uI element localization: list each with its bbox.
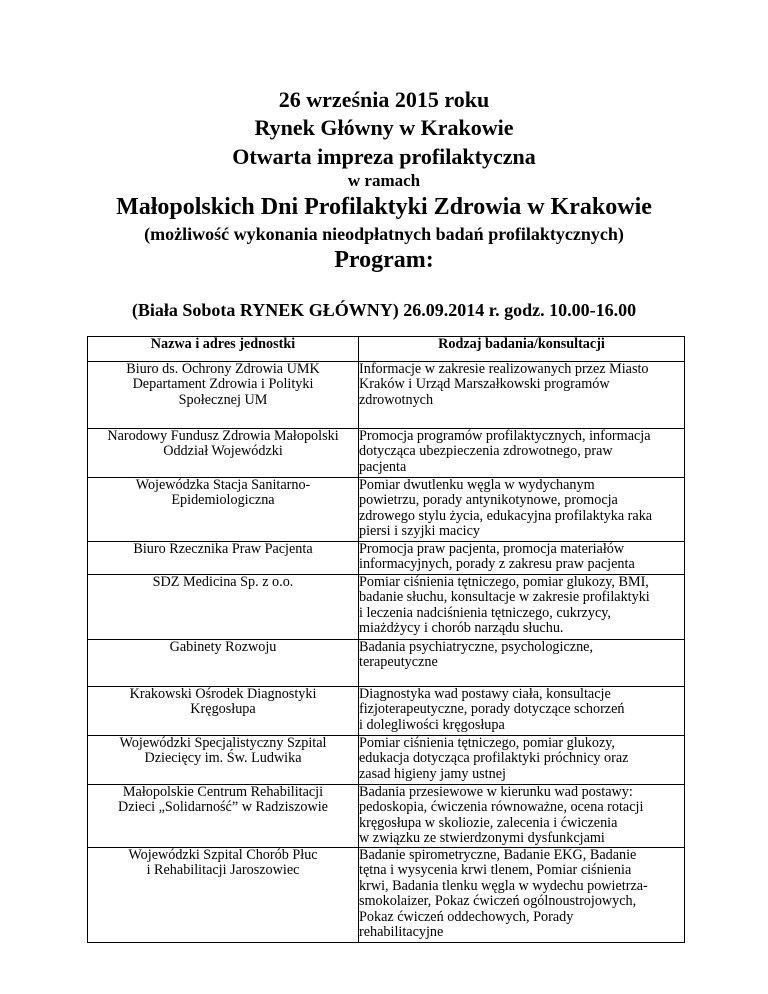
service-description-line: dotycząca ubezpieczenia zdrowotnego, praw — [359, 443, 613, 460]
service-description-line: Promocja programów profilaktycznych, informacja — [359, 428, 651, 444]
service-description-cell — [359, 429, 685, 478]
unit-name-line: Kręgosłupa — [190, 701, 256, 718]
service-description-line: Pomiar ciśnienia tętniczego, pomiar glukozy, — [359, 735, 615, 751]
w-ramach-label: w ramach — [347, 171, 421, 190]
unit-name-line: Małopolskie Centrum Rehabilitacji — [122, 784, 324, 800]
table-header-row — [88, 337, 685, 362]
service-description-line: informacyjnych, porady z zakresu praw pacjenta — [359, 556, 635, 573]
service-description-line: piersi i szyjki macicy — [359, 523, 480, 540]
service-description-line: Pokaz ćwiczeń oddechowych, Porady — [359, 908, 574, 925]
service-description-cell — [359, 362, 685, 429]
unit-name-line: Społecznej UM — [178, 391, 268, 408]
table-row — [88, 848, 685, 943]
unit-name-line: Narodowy Fundusz Zdrowia Małopolski — [107, 428, 339, 444]
unit-name-line: Wojewódzki Szpital Chorób Płuc — [128, 847, 318, 863]
service-description-line: Informacje w zakresie realizowanych przez Miasto — [359, 361, 649, 377]
table-row — [88, 429, 685, 478]
service-description-cell — [359, 785, 685, 848]
service-description-line: zdrowotnych — [359, 391, 434, 408]
unit-name-line: Wojewódzka Stacja Sanitarno- — [135, 477, 311, 493]
table-row — [88, 687, 685, 736]
unit-name-line: Krakowski Ośrodek Diagnostyki — [129, 686, 317, 702]
unit-name-cell — [88, 478, 359, 542]
event-place: Rynek Główny w Krakowie — [254, 115, 514, 140]
service-description-line: Kraków i Urząd Marszałkowski programów — [359, 376, 610, 393]
service-description-line: Pomiar ciśnienia tętniczego, pomiar glukozy, BMI, — [359, 574, 649, 590]
event-date: 26 września 2015 roku — [278, 87, 490, 112]
service-description-line: smokolaizer, Pokaz ćwiczeń ogólnoustrojowych, — [359, 893, 637, 910]
service-description-line: krwi, Badania tlenku węgla w wydechu powietrza- — [359, 877, 648, 894]
service-description-line: badanie słuchu, konsultacje w zakresie profilaktyki — [359, 589, 650, 606]
table-row — [88, 362, 685, 429]
table-row — [88, 785, 685, 848]
table-row — [88, 575, 685, 640]
service-description-line: fizjoterapeutyczne, porady dotyczące schorzeń — [359, 701, 625, 718]
program-table — [87, 336, 685, 943]
service-description-line: pacjenta — [359, 458, 407, 475]
service-description-line: pedoskopia, ćwiczenia równoważne, ocena rotacji — [359, 799, 644, 816]
service-description-line: i dolegliwości kręgosłupa — [359, 716, 505, 733]
service-description-line: i leczenia nadciśnienia tętniczego, cukrzycy, — [359, 604, 611, 621]
unit-name-line: Biuro Rzecznika Praw Pacjenta — [133, 541, 313, 557]
unit-name-line: SDZ Medicina Sp. z o.o. — [152, 574, 294, 590]
service-description-cell — [359, 687, 685, 736]
unit-name-cell — [88, 575, 359, 640]
unit-name-line: Dzieci „Solidarność” w Radziszowie — [118, 799, 328, 816]
unit-name-line: i Rehabilitacji Jaroszowiec — [146, 862, 300, 879]
subtitle: (możliwość wykonania nieodpłatnych badań profilaktycznych) — [144, 224, 624, 244]
service-description-line: Diagnostyka wad postawy ciała, konsultacje — [359, 686, 611, 702]
table-row — [88, 478, 685, 542]
event-type: Otwarta impreza profilaktyczna — [232, 144, 536, 169]
unit-name-line: Oddział Wojewódzki — [163, 443, 283, 460]
service-description-line: kręgosłupa w skoliozie, zalecenia i ćwiczenia — [359, 814, 618, 831]
service-description-line: Pomiar dwutlenku węgla w wydychanym — [359, 477, 595, 493]
service-description-line: w związku ze stwierdzonymi dysfunkcjami — [359, 830, 605, 847]
service-description-cell — [359, 736, 685, 785]
unit-name-cell — [88, 687, 359, 736]
service-description-line: terapeutyczne — [359, 654, 438, 671]
unit-name-line: Wojewódzki Specjalistyczny Szpital — [119, 735, 327, 751]
table-row — [88, 736, 685, 785]
service-description-cell — [359, 478, 685, 542]
unit-name-line: Dziecięcy im. Św. Ludwika — [144, 750, 302, 767]
service-description-cell — [359, 542, 685, 575]
service-description-line: Badanie spirometryczne, Badanie EKG, Badanie — [359, 847, 637, 863]
service-description-line: powietrzu, porady antynikotynowe, promocja — [359, 492, 618, 509]
service-description-line: zasad higieny jamy ustnej — [359, 765, 506, 782]
main-title: Małopolskich Dni Profilaktyki Zdrowia w Krakowie — [116, 194, 652, 220]
unit-name-cell — [88, 736, 359, 785]
unit-name-cell — [88, 429, 359, 478]
service-description-line: Badania psychiatryczne, psychologiczne, — [359, 639, 594, 655]
unit-name-cell — [88, 640, 359, 687]
unit-name-cell — [88, 362, 359, 429]
table-row — [88, 542, 685, 575]
service-description-line: rehabilitacyjne — [359, 924, 444, 941]
service-description-cell — [359, 575, 685, 640]
unit-name-line: Epidemiologiczna — [171, 492, 275, 509]
service-description-line: zdrowego stylu życia, edukacyjna profilaktyka raka — [359, 507, 653, 524]
unit-name-cell — [88, 542, 359, 575]
unit-name-line: Gabinety Rozwoju — [169, 639, 277, 655]
service-description-line: tętna i wysycenia krwi tlenem, Pomiar ciśnienia — [359, 862, 632, 879]
column-header-unit: Nazwa i adres jednostki — [88, 337, 359, 362]
program-heading: Program: — [334, 247, 434, 273]
unit-name-line: Biuro ds. Ochrony Zdrowia UMK — [126, 361, 320, 377]
service-description-line: Promocja praw pacjenta, promocja materiałów — [359, 541, 625, 557]
service-description-line: Badania przesiewowe w kierunku wad postawy: — [359, 784, 633, 800]
unit-name-cell — [88, 848, 359, 943]
unit-name-line: Departament Zdrowia i Polityki — [132, 376, 314, 393]
column-header-service: Rodzaj badania/konsultacji — [359, 337, 685, 362]
service-description-line: edukacja dotycząca profilaktyki próchnicy oraz — [359, 750, 629, 767]
program-info-line: (Biała Sobota RYNEK GŁÓWNY) 26.09.2014 r. godz. 10.00-16.00 — [131, 300, 637, 320]
service-description-line: miażdżycy i chorób narządu słuchu. — [359, 620, 564, 637]
table-row — [88, 640, 685, 687]
service-description-cell — [359, 848, 685, 943]
service-description-cell — [359, 640, 685, 687]
unit-name-cell — [88, 785, 359, 848]
